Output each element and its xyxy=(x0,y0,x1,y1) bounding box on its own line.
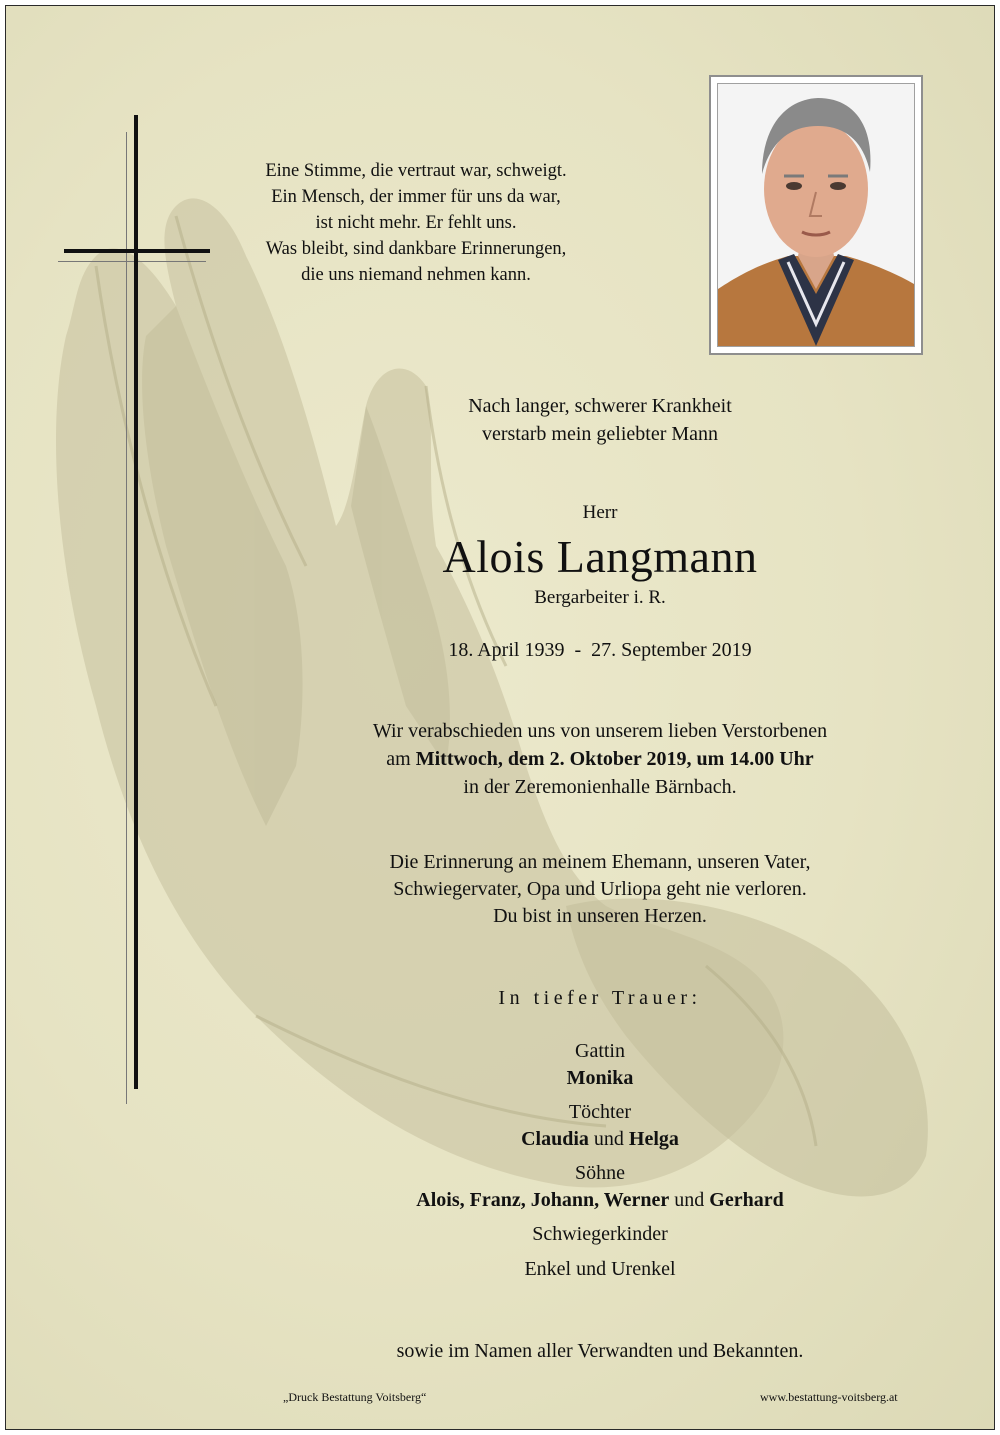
wife-label: Gattin xyxy=(575,1040,625,1062)
salutation: Herr xyxy=(582,502,618,523)
funeral-details xyxy=(300,717,900,801)
conjunction: und xyxy=(669,1189,710,1211)
daughters-names xyxy=(300,1126,900,1153)
funeral-date-prefix: am xyxy=(386,748,416,770)
funeral-date-line xyxy=(300,745,900,773)
poem xyxy=(116,158,716,288)
family-list xyxy=(300,1038,900,1283)
grandchildren-label: Enkel und Urenkel xyxy=(524,1258,676,1280)
poem-line: Ein Mensch, der immer für uns da war, xyxy=(271,187,561,207)
deceased-occupation: Bergarbeiter i. R. xyxy=(534,587,666,608)
closing-line: sowie im Namen aller Verwandten und Bekannten. xyxy=(396,1340,804,1362)
son-name: Gerhard xyxy=(709,1189,784,1211)
memory-line: Schwiegervater, Opa und Urliopa geht nie verloren. xyxy=(393,878,807,900)
portrait-photo xyxy=(717,83,915,347)
life-dates-text: 18. April 1939 - 27. September 2019 xyxy=(448,639,752,661)
memory-line: Du bist in unseren Herzen. xyxy=(493,905,707,927)
memory-text xyxy=(300,849,900,930)
funeral-location: in der Zeremonienhalle Bärnbach. xyxy=(463,776,737,798)
life-dates xyxy=(300,636,900,664)
mourning-heading: In tiefer Trauer: xyxy=(498,987,702,1009)
poem-line: die uns niemand nehmen kann. xyxy=(301,265,531,285)
poem-line: Was bleibt, sind dankbare Erinnerungen, xyxy=(265,239,567,259)
announcement-line: verstarb mein geliebter Mann xyxy=(481,423,719,445)
conjunction: und xyxy=(588,1128,629,1150)
memory-line: Die Erinnerung an meinem Ehemann, unseren Vater, xyxy=(389,851,811,873)
sons-label: Söhne xyxy=(575,1162,625,1184)
announcement-line: Nach langer, schwerer Krankheit xyxy=(468,395,732,417)
in-laws-label: Schwiegerkinder xyxy=(532,1223,668,1245)
printer-credit: „Druck Bestattung Voitsberg“ xyxy=(283,1390,427,1404)
website-link[interactable]: www.bestattung-voitsberg.at xyxy=(760,1390,898,1404)
daughter-name: Helga xyxy=(628,1128,679,1150)
daughter-name: Claudia xyxy=(521,1128,589,1150)
sons-list: Alois, Franz, Johann, Werner xyxy=(416,1189,670,1211)
death-announcement xyxy=(300,392,900,448)
funeral-line: Wir verabschieden uns von unserem lieben Verstorbenen xyxy=(372,720,828,742)
poem-line: Eine Stimme, die vertraut war, schweigt. xyxy=(265,161,567,181)
portrait-photo-frame xyxy=(709,75,923,355)
wife-name: Monika xyxy=(566,1067,634,1089)
poem-line: ist nicht mehr. Er fehlt uns. xyxy=(315,213,517,233)
deceased-name: Alois Langmann xyxy=(442,531,758,582)
daughters-label: Töchter xyxy=(568,1101,632,1123)
sons-names xyxy=(300,1187,900,1214)
funeral-date: Mittwoch, dem 2. Oktober 2019, um 14.00 Uhr xyxy=(415,748,814,770)
